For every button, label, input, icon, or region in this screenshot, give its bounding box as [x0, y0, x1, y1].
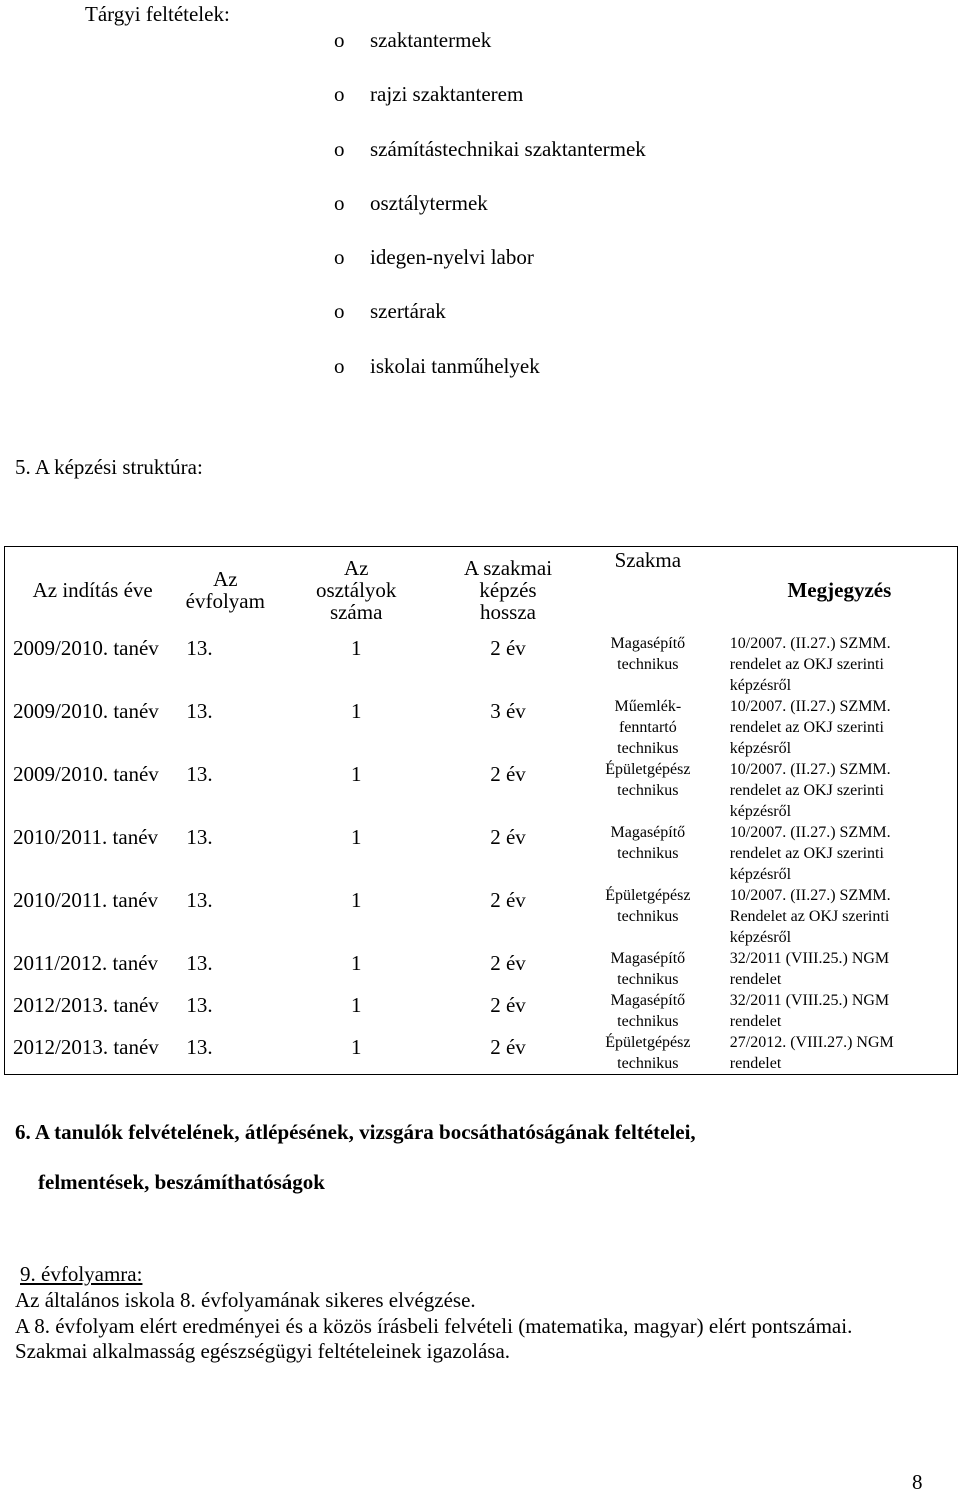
- cell-grade: 13.: [186, 887, 213, 912]
- header-grade: Az évfolyam: [185, 566, 265, 613]
- list-item: o szertárak: [334, 297, 646, 351]
- cell-note: 27/2012. (VIII.27.) NGM rendelet: [729, 1033, 894, 1072]
- cell-profession: Magasépítő technikus: [610, 949, 686, 988]
- table-row: [5, 633, 958, 696]
- cell-duration: 2 év: [490, 887, 526, 912]
- list-item: o iskolai tanműhelyek: [334, 352, 646, 406]
- cell-year: 2012/2013. tanév: [13, 1034, 159, 1059]
- requirements: [15, 1288, 915, 1365]
- list-item: o rajzi szaktanterem: [334, 80, 646, 134]
- cell-year: 2012/2013. tanév: [13, 992, 159, 1017]
- table-row: [5, 822, 958, 885]
- facilities-list: [334, 26, 646, 406]
- cell-grade: 13.: [186, 698, 213, 723]
- section-6-title: 6. A tanulók felvételének, átlépésének, vizsgára bocsáthatóságának feltételei,: [15, 1120, 696, 1144]
- cell-note: 10/2007. (II.27.) SZMM. rendelet az OKJ szerinti képzésről: [729, 697, 891, 757]
- header-profession: Szakma: [614, 548, 682, 572]
- cell-grade: 13.: [186, 824, 213, 849]
- requirement-line: A 8. évfolyam elért eredményei és a közös írásbeli felvételi (matematika, magyar) elért pontszámai.: [15, 1313, 853, 1338]
- bullet-icon: o: [334, 136, 345, 161]
- page-number: 8: [912, 1470, 923, 1494]
- cell-grade: 13.: [186, 635, 213, 660]
- bullet-icon: o: [334, 190, 345, 215]
- cell-profession: Magasépítő technikus: [610, 991, 686, 1030]
- cell-duration: 2 év: [490, 824, 526, 849]
- cell-profession: Magasépítő technikus: [610, 634, 686, 673]
- cell-note: 10/2007. (II.27.) SZMM. rendelet az OKJ szerinti képzésről: [729, 823, 891, 883]
- cell-duration: 2 év: [490, 992, 526, 1017]
- list-item: o szaktantermek: [334, 26, 646, 80]
- cell-classes: 1: [350, 950, 362, 975]
- grade9-heading: 9. évfolyamra:: [20, 1262, 143, 1286]
- cell-profession: Épületgépész technikus: [605, 886, 691, 925]
- section-6-title-continued: felmentések, beszámíthatóságok: [38, 1170, 325, 1194]
- cell-note: 10/2007. (II.27.) SZMM. Rendelet az OKJ szerinti képzésről: [729, 886, 891, 946]
- intro-heading: Tárgyi feltételek:: [85, 2, 230, 26]
- header-start-year: Az indítás éve: [32, 577, 153, 602]
- list-item: o számítástechnikai szaktantermek: [334, 135, 646, 189]
- bullet-icon: o: [334, 82, 345, 107]
- cell-grade: 13.: [186, 1034, 213, 1059]
- cell-note: 10/2007. (II.27.) SZMM. rendelet az OKJ szerinti képzésről: [729, 634, 891, 694]
- requirement-line: Az általános iskola 8. évfolyamának sikeres elvégzése.: [15, 1288, 476, 1312]
- list-item: o idegen-nyelvi labor: [334, 243, 646, 297]
- cell-duration: 3 év: [490, 698, 526, 723]
- cell-classes: 1: [350, 887, 362, 912]
- training-structure-table: [4, 546, 958, 1075]
- requirement-line: Szakmai alkalmasság egészségügyi feltételeinek igazolása.: [15, 1339, 511, 1363]
- header-note: Megjegyzés: [787, 577, 892, 602]
- cell-note: 32/2011 (VIII.25.) NGM rendelet: [729, 949, 890, 988]
- cell-classes: 1: [350, 635, 362, 660]
- cell-note: 10/2007. (II.27.) SZMM. rendelet az OKJ szerinti képzésről: [729, 760, 891, 820]
- cell-profession: Épületgépész technikus: [605, 1033, 691, 1072]
- cell-profession: Épületgépész technikus: [605, 760, 691, 799]
- table-row: [5, 990, 958, 1032]
- cell-profession: Magasépítő technikus: [610, 823, 686, 862]
- header-duration: A szakmai képzés hossza: [463, 555, 553, 624]
- cell-grade: 13.: [186, 992, 213, 1017]
- cell-duration: 2 év: [490, 635, 526, 660]
- bullet-icon: o: [334, 245, 345, 270]
- table-row: [5, 759, 958, 822]
- table-row: [5, 1032, 958, 1075]
- table-row: [5, 696, 958, 759]
- cell-classes: 1: [350, 992, 362, 1017]
- cell-classes: 1: [350, 698, 362, 723]
- cell-year: 2009/2010. tanév: [13, 635, 159, 660]
- cell-classes: 1: [350, 761, 362, 786]
- header-classes: Az osztályok száma: [315, 555, 397, 624]
- table-row: [5, 948, 958, 990]
- list-item: o osztálytermek: [334, 189, 646, 243]
- bullet-icon: o: [334, 299, 345, 324]
- bullet-icon: o: [334, 353, 345, 378]
- table-body: [5, 633, 958, 1075]
- cell-profession: Műemlék- fenntartó technikus: [614, 697, 682, 757]
- table-header-row: [5, 547, 958, 633]
- cell-note: 32/2011 (VIII.25.) NGM rendelet: [729, 991, 890, 1030]
- bullet-icon: o: [334, 28, 345, 52]
- cell-grade: 13.: [186, 761, 213, 786]
- cell-year: 2009/2010. tanév: [13, 698, 159, 723]
- cell-year: 2009/2010. tanév: [13, 761, 159, 786]
- cell-year: 2010/2011. tanév: [13, 824, 159, 849]
- cell-duration: 2 év: [490, 761, 526, 786]
- cell-year: 2011/2012. tanév: [13, 950, 159, 975]
- cell-year: 2010/2011. tanév: [13, 887, 159, 912]
- table-row: [5, 885, 958, 948]
- section-5-title: 5. A képzési struktúra:: [15, 455, 203, 479]
- cell-duration: 2 év: [490, 950, 526, 975]
- cell-classes: 1: [350, 1034, 362, 1059]
- cell-classes: 1: [350, 824, 362, 849]
- cell-grade: 13.: [186, 950, 213, 975]
- cell-duration: 2 év: [490, 1034, 526, 1059]
